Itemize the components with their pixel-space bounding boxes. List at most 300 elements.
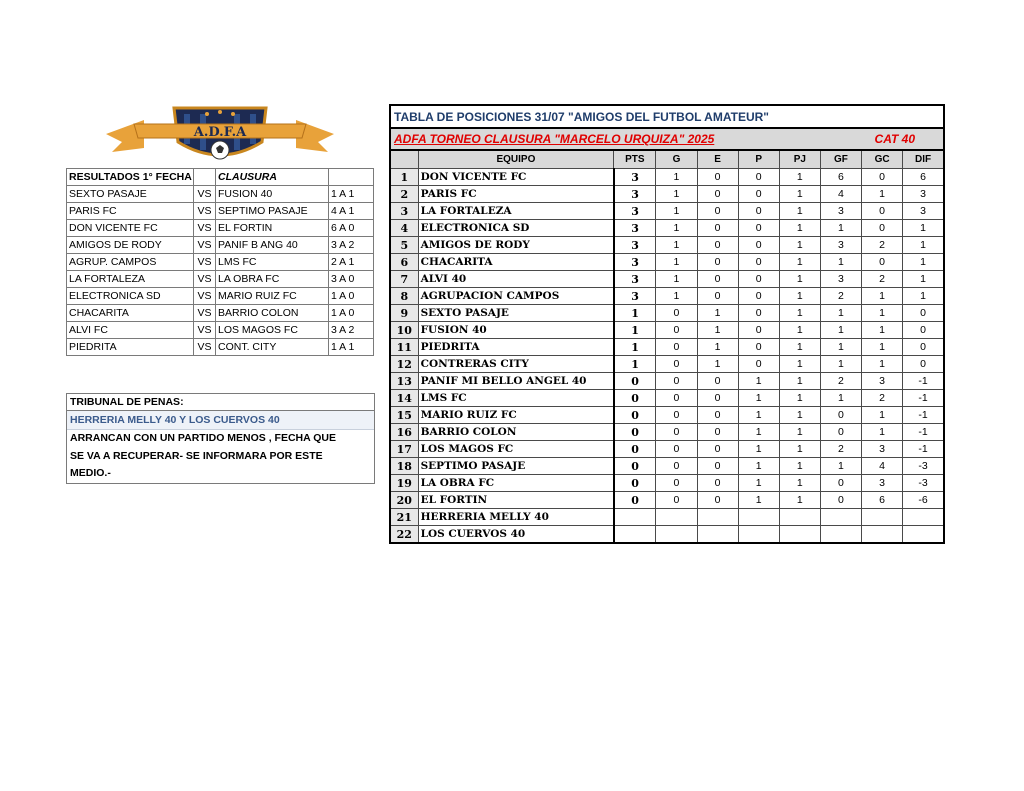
standings-p: 0 <box>738 356 779 373</box>
standings-team: AGRUPACION CAMPOS <box>418 288 614 305</box>
standings-p <box>738 526 779 544</box>
standings-dif <box>903 526 944 544</box>
results-header-spacer <box>194 169 216 186</box>
standings-p: 0 <box>738 339 779 356</box>
result-vs: VS <box>194 237 216 254</box>
standings-category: CAT 40 <box>874 132 915 146</box>
standings-team: ELECTRONICA SD <box>418 220 614 237</box>
standings-tournament: ADFA TORNEO CLAUSURA "MARCELO URQUIZA" 2025 <box>394 132 715 146</box>
standings-pj: 1 <box>779 169 820 186</box>
standings-g: 0 <box>656 475 697 492</box>
result-row <box>67 203 374 220</box>
result-score: 1 A 1 <box>329 339 374 356</box>
standings-team: AMIGOS DE RODY <box>418 237 614 254</box>
result-score: 1 A 0 <box>329 288 374 305</box>
standings-pos: 3 <box>390 203 418 220</box>
result-away: LMS FC <box>216 254 329 271</box>
standings-row <box>390 458 944 475</box>
standings-p: 0 <box>738 254 779 271</box>
standings-p: 0 <box>738 305 779 322</box>
standings-pos: 1 <box>390 169 418 186</box>
standings-row <box>390 424 944 441</box>
standings-row <box>390 220 944 237</box>
standings-gf: 6 <box>820 169 861 186</box>
standings-dif <box>903 509 944 526</box>
standings-gc: 2 <box>862 271 903 288</box>
standings-pj: 1 <box>779 373 820 390</box>
result-away: CONT. CITY <box>216 339 329 356</box>
standings-table <box>389 104 945 544</box>
result-away: FUSION 40 <box>216 186 329 203</box>
standings-pos: 22 <box>390 526 418 544</box>
standings-row <box>390 169 944 186</box>
standings-pj: 1 <box>779 356 820 373</box>
standings-team: DON VICENTE FC <box>418 169 614 186</box>
result-row <box>67 254 374 271</box>
result-score: 1 A 0 <box>329 305 374 322</box>
standings-gc: 4 <box>862 458 903 475</box>
standings-dif: -1 <box>903 390 944 407</box>
result-home: PARIS FC <box>67 203 194 220</box>
standings-dif: 0 <box>903 339 944 356</box>
standings-team: CHACARITA <box>418 254 614 271</box>
standings-pj: 1 <box>779 390 820 407</box>
standings-row <box>390 356 944 373</box>
standings-row <box>390 237 944 254</box>
standings-dif: 1 <box>903 254 944 271</box>
standings-gf: 1 <box>820 339 861 356</box>
result-home: DON VICENTE FC <box>67 220 194 237</box>
standings-e: 0 <box>697 237 738 254</box>
standings-p: 0 <box>738 169 779 186</box>
standings-g: 1 <box>656 254 697 271</box>
standings-gf: 1 <box>820 322 861 339</box>
standings-team: LOS CUERVOS 40 <box>418 526 614 544</box>
standings-team: PIEDRITA <box>418 339 614 356</box>
standings-dif: 1 <box>903 271 944 288</box>
standings-pts: 0 <box>614 407 656 424</box>
standings-g: 0 <box>656 322 697 339</box>
standings-row <box>390 203 944 220</box>
standings-g: 0 <box>656 424 697 441</box>
standings-gc: 1 <box>862 424 903 441</box>
standings-gc: 0 <box>862 220 903 237</box>
standings-gc <box>862 526 903 544</box>
standings-p: 0 <box>738 237 779 254</box>
standings-team: SEPTIMO PASAJE <box>418 458 614 475</box>
col-header-gf: GF <box>820 150 861 169</box>
standings-g: 1 <box>656 271 697 288</box>
result-away: PANIF B ANG 40 <box>216 237 329 254</box>
logo-text: A.D.F.A <box>193 125 247 140</box>
standings-gc: 2 <box>862 237 903 254</box>
result-home: PIEDRITA <box>67 339 194 356</box>
standings-pj <box>779 509 820 526</box>
result-home: CHACARITA <box>67 305 194 322</box>
tribunal-line: MEDIO.- <box>70 467 111 479</box>
standings-e: 0 <box>697 458 738 475</box>
standings-gc: 1 <box>862 322 903 339</box>
standings-dif: -6 <box>903 492 944 509</box>
standings-e: 0 <box>697 475 738 492</box>
standings-row <box>390 373 944 390</box>
standings-gf: 1 <box>820 458 861 475</box>
standings-e: 0 <box>697 407 738 424</box>
standings-p: 1 <box>738 424 779 441</box>
standings-p: 1 <box>738 373 779 390</box>
standings-pj: 1 <box>779 322 820 339</box>
standings-gc: 3 <box>862 373 903 390</box>
result-home: SEXTO PASAJE <box>67 186 194 203</box>
standings-pts: 1 <box>614 356 656 373</box>
standings-gf: 3 <box>820 203 861 220</box>
standings-e: 0 <box>697 390 738 407</box>
standings-pts <box>614 526 656 544</box>
standings-pts: 0 <box>614 390 656 407</box>
result-vs: VS <box>194 322 216 339</box>
standings-gf: 3 <box>820 271 861 288</box>
standings-g <box>656 526 697 544</box>
standings-team: FUSION 40 <box>418 322 614 339</box>
standings-pts: 0 <box>614 475 656 492</box>
col-header-pj: PJ <box>779 150 820 169</box>
standings-pj: 1 <box>779 458 820 475</box>
standings-gf: 0 <box>820 424 861 441</box>
standings-dif: 6 <box>903 169 944 186</box>
standings-gf: 1 <box>820 220 861 237</box>
standings-gf: 2 <box>820 441 861 458</box>
col-header-pts: PTS <box>614 150 656 169</box>
col-header-gc: GC <box>862 150 903 169</box>
standings-pos: 13 <box>390 373 418 390</box>
result-home: ALVI FC <box>67 322 194 339</box>
result-score: 2 A 1 <box>329 254 374 271</box>
standings-pj: 1 <box>779 220 820 237</box>
standings-row <box>390 339 944 356</box>
standings-g: 0 <box>656 441 697 458</box>
tribunal-line: SE VA A RECUPERAR- SE INFORMARA POR ESTE <box>70 449 323 462</box>
result-score: 1 A 1 <box>329 186 374 203</box>
standings-e: 0 <box>697 492 738 509</box>
standings-pos: 4 <box>390 220 418 237</box>
standings-pos: 19 <box>390 475 418 492</box>
standings-p: 1 <box>738 475 779 492</box>
standings-gc: 6 <box>862 492 903 509</box>
standings-dif: 0 <box>903 356 944 373</box>
standings-pos: 20 <box>390 492 418 509</box>
standings-g: 1 <box>656 237 697 254</box>
standings-dif: -1 <box>903 407 944 424</box>
result-vs: VS <box>194 271 216 288</box>
tribunal-line: ARRANCAN CON UN PARTIDO MENOS , FECHA QUE <box>70 432 337 444</box>
standings-gc: 1 <box>862 407 903 424</box>
col-header-equipo: EQUIPO <box>418 150 614 169</box>
standings-team: PARIS FC <box>418 186 614 203</box>
result-vs: VS <box>194 203 216 220</box>
standings-dif: -1 <box>903 373 944 390</box>
result-row <box>67 322 374 339</box>
standings-pos: 21 <box>390 509 418 526</box>
standings-column-header-row <box>390 150 944 169</box>
standings-e: 0 <box>697 220 738 237</box>
standings-row <box>390 390 944 407</box>
standings-gf: 0 <box>820 407 861 424</box>
standings-g: 0 <box>656 373 697 390</box>
standings-p: 1 <box>738 492 779 509</box>
standings-e <box>697 526 738 544</box>
standings-g: 1 <box>656 169 697 186</box>
standings-dif: 1 <box>903 220 944 237</box>
standings-pos: 9 <box>390 305 418 322</box>
standings-dif: -3 <box>903 458 944 475</box>
standings-tournament-row <box>390 128 944 150</box>
standings-gf: 1 <box>820 390 861 407</box>
standings-dif: 0 <box>903 305 944 322</box>
result-vs: VS <box>194 254 216 271</box>
col-header-e: E <box>697 150 738 169</box>
results-header-spacer <box>329 169 374 186</box>
standings-pts: 3 <box>614 169 656 186</box>
standings-team: LOS MAGOS FC <box>418 441 614 458</box>
standings-p: 0 <box>738 288 779 305</box>
standings-e: 0 <box>697 169 738 186</box>
result-vs: VS <box>194 339 216 356</box>
standings-pj: 1 <box>779 237 820 254</box>
standings-gc: 1 <box>862 288 903 305</box>
standings-tournament-cell <box>390 128 944 150</box>
result-row <box>67 271 374 288</box>
result-score: 3 A 2 <box>329 237 374 254</box>
standings-p: 1 <box>738 441 779 458</box>
result-away: MARIO RUIZ FC <box>216 288 329 305</box>
standings-e: 0 <box>697 186 738 203</box>
standings-gf: 2 <box>820 288 861 305</box>
standings-gf <box>820 526 861 544</box>
standings-pj: 1 <box>779 339 820 356</box>
standings-g: 0 <box>656 390 697 407</box>
tribunal-subtitle: HERRERIA MELLY 40 Y LOS CUERVOS 40 <box>67 411 374 430</box>
standings-team: SEXTO PASAJE <box>418 305 614 322</box>
result-vs: VS <box>194 186 216 203</box>
standings-team: HERRERIA MELLY 40 <box>418 509 614 526</box>
standings-pts: 1 <box>614 305 656 322</box>
standings-gc: 0 <box>862 169 903 186</box>
standings-pj: 1 <box>779 271 820 288</box>
standings-team: ALVI 40 <box>418 271 614 288</box>
standings-pj: 1 <box>779 203 820 220</box>
standings-gf: 1 <box>820 254 861 271</box>
standings-gc: 2 <box>862 390 903 407</box>
standings-pos: 2 <box>390 186 418 203</box>
standings-g <box>656 509 697 526</box>
result-vs: VS <box>194 305 216 322</box>
standings-pts: 3 <box>614 203 656 220</box>
standings-gc <box>862 509 903 526</box>
standings-pj: 1 <box>779 441 820 458</box>
standings-gc: 1 <box>862 186 903 203</box>
result-away: SEPTIMO PASAJE <box>216 203 329 220</box>
standings-dif: -1 <box>903 441 944 458</box>
standings-pts: 0 <box>614 424 656 441</box>
result-row <box>67 339 374 356</box>
standings-pts: 1 <box>614 339 656 356</box>
standings-e: 0 <box>697 254 738 271</box>
standings-team: PANIF MI BELLO ANGEL 40 <box>418 373 614 390</box>
standings-pts: 1 <box>614 322 656 339</box>
standings-dif: 1 <box>903 237 944 254</box>
standings-pj <box>779 526 820 544</box>
standings-team: CONTRERAS CITY <box>418 356 614 373</box>
standings-row <box>390 322 944 339</box>
result-home: LA FORTALEZA <box>67 271 194 288</box>
standings-gc: 1 <box>862 305 903 322</box>
standings-gf: 0 <box>820 475 861 492</box>
standings-e: 0 <box>697 271 738 288</box>
result-away: LA OBRA FC <box>216 271 329 288</box>
results-title: RESULTADOS 1° FECHA <box>67 169 194 186</box>
standings-pj: 1 <box>779 186 820 203</box>
standings-e: 0 <box>697 424 738 441</box>
standings-p: 0 <box>738 271 779 288</box>
standings-row <box>390 509 944 526</box>
standings-row <box>390 407 944 424</box>
standings-pj: 1 <box>779 254 820 271</box>
standings-team: EL FORTIN <box>418 492 614 509</box>
adfa-logo <box>104 102 336 168</box>
standings-pos: 16 <box>390 424 418 441</box>
standings-pts: 3 <box>614 186 656 203</box>
standings-team: MARIO RUIZ FC <box>418 407 614 424</box>
standings-row <box>390 441 944 458</box>
standings-e: 1 <box>697 356 738 373</box>
standings-gf <box>820 509 861 526</box>
standings-e: 0 <box>697 373 738 390</box>
standings-p: 0 <box>738 203 779 220</box>
standings-g: 0 <box>656 356 697 373</box>
standings-gf: 4 <box>820 186 861 203</box>
standings-pos: 8 <box>390 288 418 305</box>
col-header-dif: DIF <box>903 150 944 169</box>
standings-gf: 2 <box>820 373 861 390</box>
standings-title-row <box>390 105 944 128</box>
result-away: BARRIO COLON <box>216 305 329 322</box>
standings-p: 0 <box>738 322 779 339</box>
col-header-p: P <box>738 150 779 169</box>
col-header-g: G <box>656 150 697 169</box>
standings-pos: 14 <box>390 390 418 407</box>
standings-dif: 0 <box>903 322 944 339</box>
result-away: EL FORTIN <box>216 220 329 237</box>
standings-row <box>390 492 944 509</box>
result-home: AMIGOS DE RODY <box>67 237 194 254</box>
standings-g: 0 <box>656 407 697 424</box>
result-row <box>67 220 374 237</box>
standings-dif: 1 <box>903 288 944 305</box>
standings-pj: 1 <box>779 475 820 492</box>
results-table <box>66 168 374 356</box>
standings-pos: 17 <box>390 441 418 458</box>
standings-p <box>738 509 779 526</box>
standings-g: 0 <box>656 339 697 356</box>
standings-p: 1 <box>738 390 779 407</box>
standings-pos: 6 <box>390 254 418 271</box>
standings-pts: 3 <box>614 237 656 254</box>
standings-pos: 5 <box>390 237 418 254</box>
result-vs: VS <box>194 220 216 237</box>
standings-pos: 12 <box>390 356 418 373</box>
result-row <box>67 305 374 322</box>
standings-gc: 0 <box>862 254 903 271</box>
results-header-row <box>67 169 374 186</box>
result-home: AGRUP. CAMPOS <box>67 254 194 271</box>
standings-gf: 1 <box>820 305 861 322</box>
standings-p: 0 <box>738 186 779 203</box>
standings-pts: 3 <box>614 288 656 305</box>
standings-e: 1 <box>697 305 738 322</box>
standings-title: TABLA DE POSICIONES 31/07 "AMIGOS DEL FUTBOL AMATEUR" <box>390 105 944 128</box>
standings-dif: -3 <box>903 475 944 492</box>
standings-gc: 1 <box>862 339 903 356</box>
standings-team: LMS FC <box>418 390 614 407</box>
standings-dif: 3 <box>903 203 944 220</box>
standings-p: 1 <box>738 458 779 475</box>
standings-pts: 3 <box>614 220 656 237</box>
standings-p: 0 <box>738 220 779 237</box>
tribunal-body <box>67 430 374 483</box>
standings-gf: 1 <box>820 356 861 373</box>
standings-e: 1 <box>697 322 738 339</box>
standings-pj: 1 <box>779 407 820 424</box>
standings-e: 1 <box>697 339 738 356</box>
standings-team: LA FORTALEZA <box>418 203 614 220</box>
standings-row <box>390 526 944 544</box>
standings-pts: 0 <box>614 373 656 390</box>
standings-pts <box>614 509 656 526</box>
standings-pos: 11 <box>390 339 418 356</box>
result-home: ELECTRONICA SD <box>67 288 194 305</box>
standings-e: 0 <box>697 203 738 220</box>
standings-pts: 0 <box>614 492 656 509</box>
result-score: 6 A 0 <box>329 220 374 237</box>
standings-pts: 0 <box>614 441 656 458</box>
standings-pos: 18 <box>390 458 418 475</box>
standings-pts: 3 <box>614 254 656 271</box>
standings-row <box>390 475 944 492</box>
standings-g: 1 <box>656 203 697 220</box>
standings-g: 0 <box>656 492 697 509</box>
standings-row <box>390 254 944 271</box>
standings-gc: 1 <box>862 356 903 373</box>
result-row <box>67 186 374 203</box>
standings-g: 1 <box>656 220 697 237</box>
tribunal-title: TRIBUNAL DE PENAS: <box>67 394 374 411</box>
standings-gc: 3 <box>862 441 903 458</box>
standings-pj: 1 <box>779 288 820 305</box>
standings-gf: 3 <box>820 237 861 254</box>
result-row <box>67 237 374 254</box>
standings-pj: 1 <box>779 492 820 509</box>
standings-pts: 0 <box>614 458 656 475</box>
standings-row <box>390 288 944 305</box>
standings-team: LA OBRA FC <box>418 475 614 492</box>
standings-gf: 0 <box>820 492 861 509</box>
results-tournament: CLAUSURA <box>216 169 329 186</box>
standings-g: 0 <box>656 458 697 475</box>
result-row <box>67 288 374 305</box>
standings-pj: 1 <box>779 305 820 322</box>
standings-g: 1 <box>656 186 697 203</box>
standings-row <box>390 305 944 322</box>
